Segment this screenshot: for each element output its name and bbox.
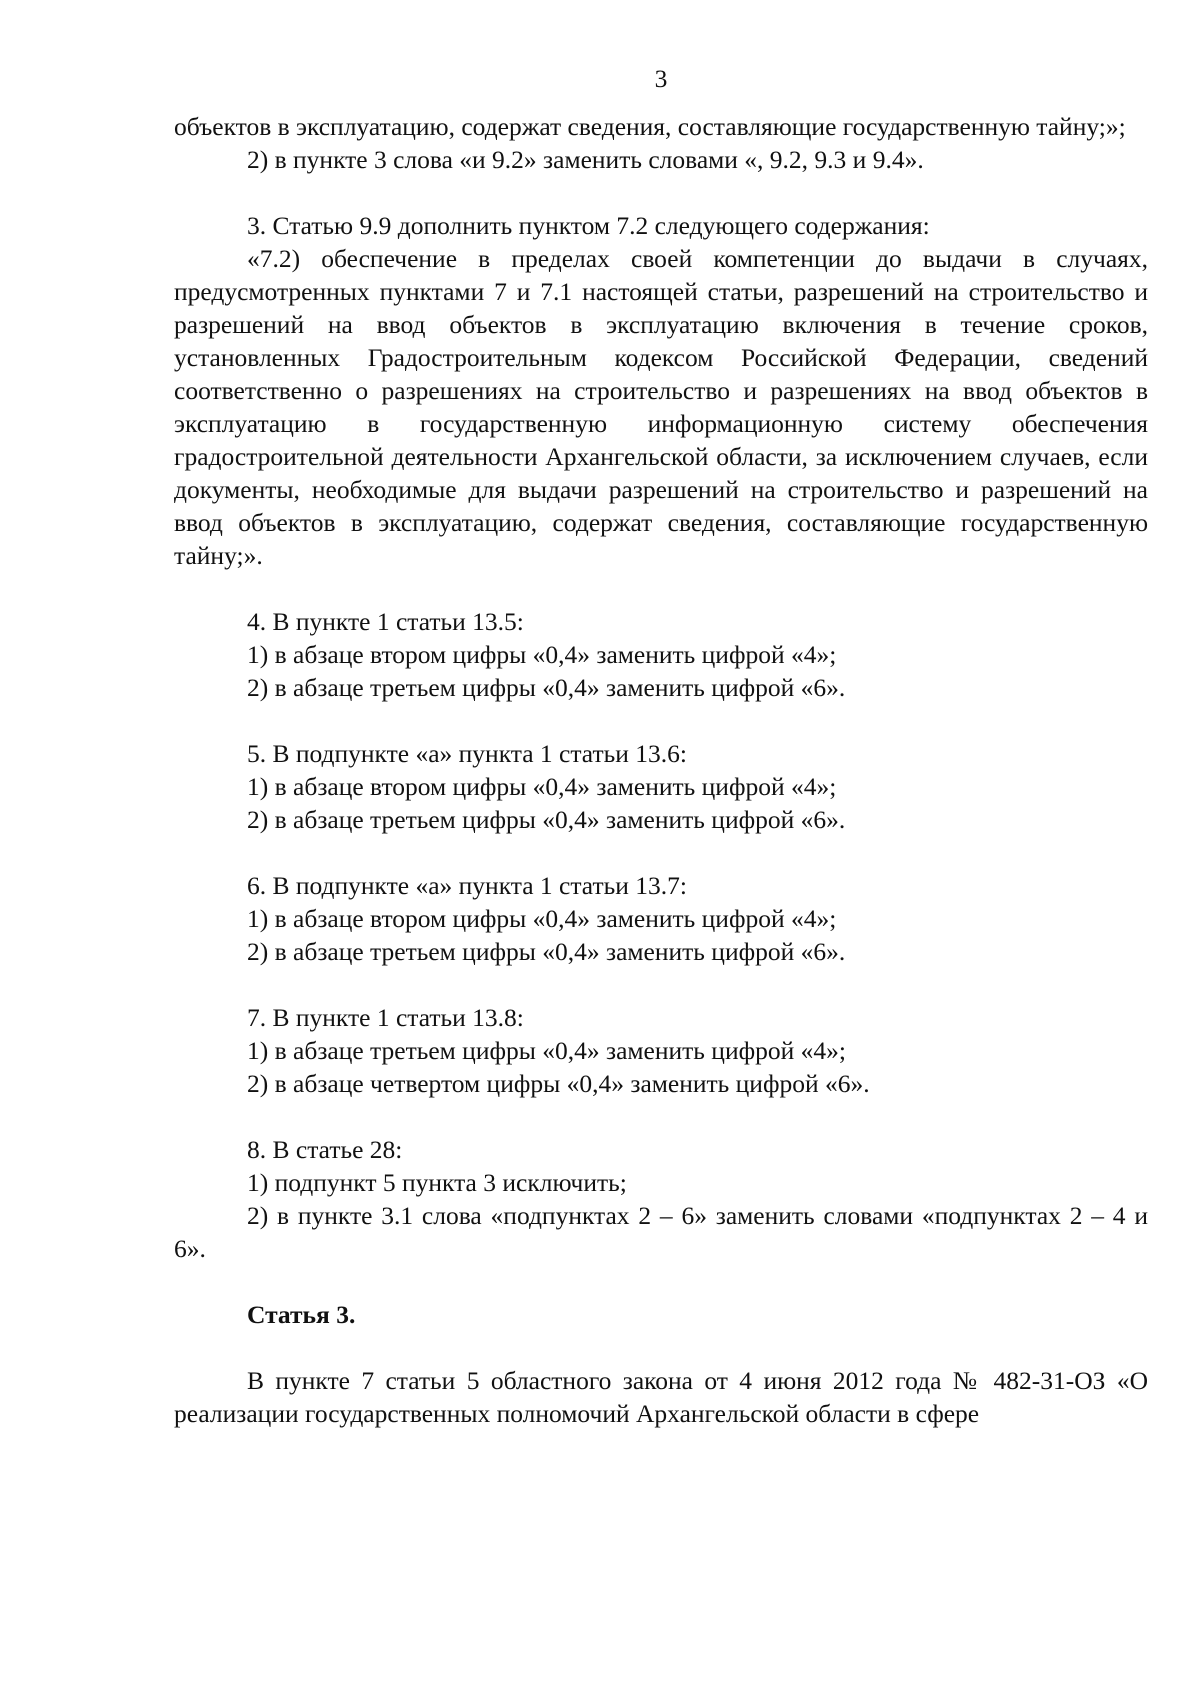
paragraph-gap xyxy=(174,1265,1148,1298)
paragraph: 2) в пункте 3 слова «и 9.2» заменить словами «, 9.2, 9.3 и 9.4». xyxy=(247,145,924,174)
page-number: 3 xyxy=(654,64,668,93)
paragraph: 2) в абзаце третьем цифры «0,4» заменить цифрой «6». xyxy=(247,673,846,702)
document-page xyxy=(174,62,1148,1430)
paragraph: 1) подпункт 5 пункта 3 исключить; xyxy=(247,1168,627,1197)
paragraph: 2) в пункте 3.1 слова «подпунктах 2 – 6» заменить словами «подпунктах 2 – 4 и 6». xyxy=(174,1201,1148,1263)
paragraph-gap xyxy=(174,176,1148,209)
paragraph: 2) в абзаце третьем цифры «0,4» заменить цифрой «6». xyxy=(247,937,846,966)
paragraph-gap xyxy=(174,572,1148,605)
paragraph: объектов в эксплуатацию, содержат сведения, составляющие государственную тайну;»; xyxy=(174,112,1126,141)
paragraph-gap xyxy=(174,704,1148,737)
paragraph: 7. В пункте 1 статьи 13.8: xyxy=(247,1003,524,1032)
paragraph-gap xyxy=(174,836,1148,869)
paragraph-gap xyxy=(174,968,1148,1001)
paragraph: «7.2) обеспечение в пределах своей компетенции до выдачи в случаях, предусмотренных пунктами 7 и 7.1 настоящей статьи, разрешений на строительство и разрешений на ввод объектов в эксплуатацию включения в течение сроков, установленных Градостроительным кодексом Российской Федерации, сведений соответственно о разрешениях на строительство и разрешениях на ввод объектов в эксплуатацию в государственную информационную систему обеспечения градостроительной деятельности Архангельской области, за исключением случаев, если документы, необходимые для выдачи разрешений на строительство и разрешений на ввод объектов в эксплуатацию, содержат сведения, составляющие государственную тайну;». xyxy=(174,244,1148,570)
paragraph: 3. Статью 9.9 дополнить пунктом 7.2 следующего содержания: xyxy=(247,211,930,240)
paragraph-gap xyxy=(174,1331,1148,1364)
paragraph: 1) в абзаце втором цифры «0,4» заменить цифрой «4»; xyxy=(247,904,837,933)
paragraph-gap xyxy=(174,1100,1148,1133)
paragraph: 6. В подпункте «а» пункта 1 статьи 13.7: xyxy=(247,871,687,900)
paragraph: 1) в абзаце втором цифры «0,4» заменить цифрой «4»; xyxy=(247,640,837,669)
paragraph: 2) в абзаце третьем цифры «0,4» заменить цифрой «6». xyxy=(247,805,846,834)
paragraph: 2) в абзаце четвертом цифры «0,4» заменить цифрой «6». xyxy=(247,1069,870,1098)
paragraph: 1) в абзаце втором цифры «0,4» заменить цифрой «4»; xyxy=(247,772,837,801)
paragraph: 1) в абзаце третьем цифры «0,4» заменить цифрой «4»; xyxy=(247,1036,846,1065)
paragraph: 8. В статье 28: xyxy=(247,1135,403,1164)
paragraph: 4. В пункте 1 статьи 13.5: xyxy=(247,607,524,636)
paragraph: В пункте 7 статьи 5 областного закона от 4 июня 2012 года № 482-31-ОЗ «О реализации государственных полномочий Архангельской области в сфере xyxy=(174,1366,1148,1428)
article-heading: Статья 3. xyxy=(247,1300,356,1329)
paragraph: 5. В подпункте «а» пункта 1 статьи 13.6: xyxy=(247,739,687,768)
